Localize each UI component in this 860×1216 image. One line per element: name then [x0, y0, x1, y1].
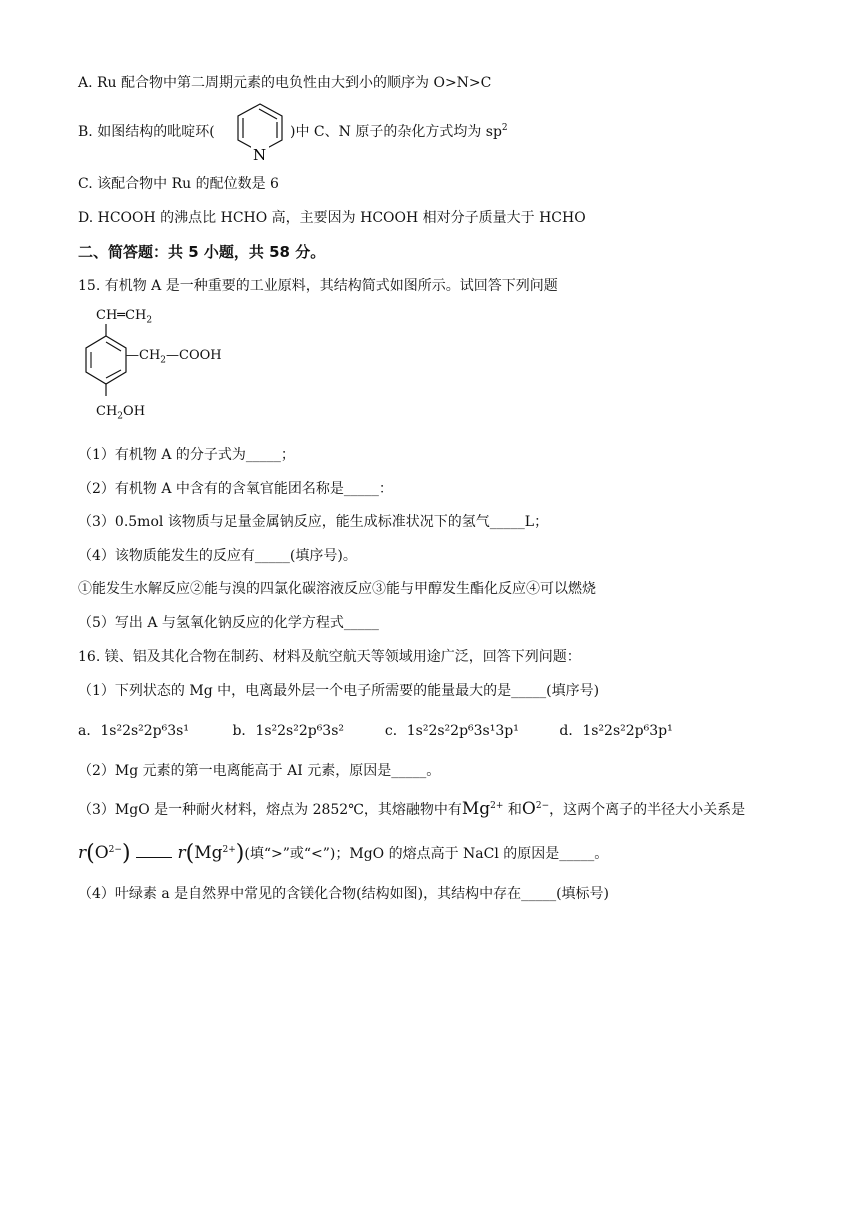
config-option-a: a．1s²2s²2p⁶3s¹: [78, 723, 189, 739]
acetic-acid-chain: $—CH_2—COOH$: [126, 348, 222, 366]
o-ion-radius: $O^{2-}$: [94, 843, 122, 863]
q16-part2: （2）Mg 元素的第一电离能高于 AI 元素，原因是_____。: [78, 763, 441, 779]
option-c: C. 该配合物中 Ru 的配位数是 6: [78, 176, 279, 192]
o-ion: $O^{2-}$: [521, 799, 550, 819]
q15-stem: 15. 有机物 A 是一种重要的工业原料，其结构简式如图所示。试回答下列问题: [78, 278, 558, 294]
mg-ion: $Mg^{2+}$: [461, 799, 504, 819]
q16-config-options: [78, 721, 673, 741]
q16-stem: 16. 镁、铝及其化合物在制药、材料及航空航天等领域用途广泛，回答下列问题：: [78, 649, 581, 665]
config-option-b: b．1s²2s²2p⁶3s²: [232, 723, 345, 739]
q16-part4: （4）叶绿素 a 是自然界中常见的含镁化合物(结构如图)，其结构中存在_____(填标号): [78, 886, 609, 902]
q15-part4-options: ①能发生水解反应②能与溴的四氯化碳溶液反应③能与甲醇发生酯化反应④可以燃烧: [78, 581, 596, 597]
q15-part2: （2）有机物 A 中含有的含氧官能团名称是_____：: [78, 481, 393, 497]
config-option-c: c．1s²2s²2p⁶3s¹3p¹: [384, 723, 519, 739]
section-heading: 二、简答题：共 5 小题，共 58 分。: [78, 243, 326, 261]
q15-part1: （1）有机物 A 的分子式为_____；: [78, 447, 295, 463]
config-option-d: d．1s²2s²2p⁶3p¹: [559, 723, 673, 739]
pyridine-ring-diagram: [230, 100, 290, 164]
option-a: A. Ru 配合物中第二周期元素的电负性由大到小的顺序为 O>N>C: [78, 75, 492, 91]
answer-blank: [136, 843, 172, 858]
hydroxymethyl-group: $CH_2OH$: [96, 404, 146, 422]
q16-part1: （1）下列状态的 Mg 中，电离最外层一个电子所需要的能量最大的是_____(填序号): [78, 683, 600, 699]
vinyl-group: $CH═CH_2$: [96, 308, 153, 326]
q16-part3-line1: （3）MgO 是一种耐火材料，熔点为 2852℃，其熔融物中有$Mg^{2+}$ 和$O^{2-}$，这两个离子的半径大小关系是: [78, 799, 746, 819]
q15-part3: （3）0.5mol 该物质与足量金属钠反应，能生成标准状况下的氢气_____L；: [78, 514, 549, 530]
pyridine-n-label: N: [253, 146, 267, 164]
option-b-suffix: )中 C、N 原子的杂化方式均为 sp: [290, 124, 502, 140]
q15-structure-diagram: [78, 310, 278, 430]
mg-ion-radius: $Mg^{2+}$: [194, 843, 236, 863]
option-b-prefix: B. 如图结构的吡啶环(: [78, 124, 215, 140]
option-d: D. HCOOH 的沸点比 HCHO 高，主要因为 HCOOH 相对分子质量大于 HCHO: [78, 210, 586, 226]
q15-part4: （4）该物质能发生的反应有_____(填序号)。: [78, 548, 357, 564]
sp2-sup: 2: [501, 123, 508, 133]
q16-part3-line2: $r(O^{2-})$ $r(Mg^{2+})$(填“>”或“<”)；MgO 的熔点高于 NaCl 的原因是_____。: [78, 841, 609, 866]
q15-part5: （5）写出 A 与氢氧化钠反应的化学方程式_____: [78, 615, 379, 631]
